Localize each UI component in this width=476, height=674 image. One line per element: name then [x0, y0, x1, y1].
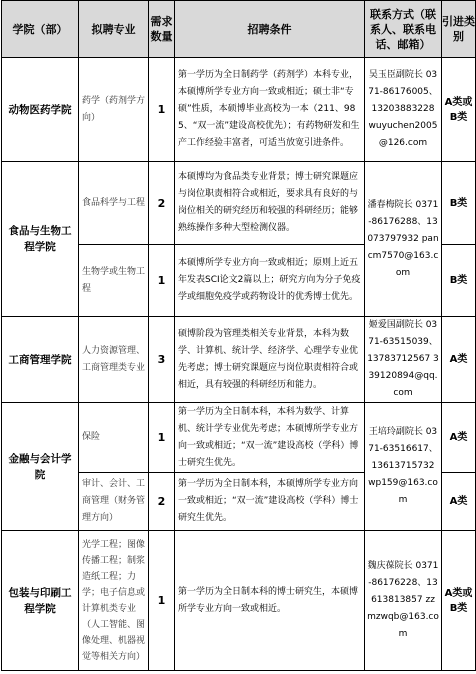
major-cell: 药学（药剂学方向） [79, 58, 149, 162]
num-cell: 3 [149, 317, 175, 403]
category-cell: A类或B类 [442, 531, 476, 671]
contact-cell: 王培玲副院长 0371-63516617、13613715732 wp159@163.com [365, 403, 442, 531]
num-cell: 2 [149, 162, 175, 245]
category-cell: A类 [442, 473, 476, 531]
major-cell: 保险 [79, 403, 149, 473]
num-cell: 1 [149, 58, 175, 162]
table-row [2, 162, 476, 245]
contact-cell: 姬爱国副院长 0371-63515039、13783712567 339120894@qq.com [365, 317, 442, 403]
condition-cell: 第一学历为全日制本科，本硕博所学专业方向一致或相近；“双一流”建设高校（学科）博士研究生优先。 [175, 473, 365, 531]
college-cell: 工商管理学院 [2, 317, 79, 403]
condition-cell: 本硕博所学专业方向一致或相近；原则上近五年发表SCI论文2篇以上；研究方向为分子免疫学或细胞免疫学或药物设计的优秀博士优先。 [175, 245, 365, 317]
major-cell: 人力资源管理、工商管理类专业 [79, 317, 149, 403]
recruitment-table [1, 0, 476, 671]
table-header-row [2, 1, 476, 58]
header-contact: 联系方式（联系人、联系电话、邮箱） [365, 1, 442, 58]
table-row [2, 58, 476, 162]
major-cell: 食品科学与工程 [79, 162, 149, 245]
num-cell: 2 [149, 473, 175, 531]
header-college: 学院（部） [2, 1, 79, 58]
num-cell: 1 [149, 531, 175, 671]
category-cell: A类或B类 [442, 58, 476, 162]
condition-cell: 硕博阶段为管理类相关专业背景，本科为数学、计算机、统计学、经济学、心理学专业优先考虑；博士研究课题应与岗位职责相符合或相近，具有较强的科研经历和能力。 [175, 317, 365, 403]
major-cell: 光学工程；图像传播工程；制浆造纸工程；力学；电子信息或计算机类专业（人工智能、图像处理、机器视觉等相关方向） [79, 531, 149, 671]
header-major: 拟聘专业 [79, 1, 149, 58]
category-cell: B类 [442, 162, 476, 245]
condition-cell: 本硕博均为食品类专业背景；博士研究课题应与岗位职责相符合或相近，要求具有良好的与岗位相关的研究经历和较强的科研经历；能够熟练操作多种大型检测仪器。 [175, 162, 365, 245]
num-cell: 1 [149, 245, 175, 317]
contact-cell: 吴玉臣副院长 0371-86176005、13203883228 wuyuchen2005@126.com [365, 58, 442, 162]
category-cell: A类 [442, 403, 476, 473]
major-cell: 生物学或生物工程 [79, 245, 149, 317]
num-cell: 1 [149, 403, 175, 473]
college-cell: 包装与印刷工程学院 [2, 531, 79, 671]
table-row [2, 317, 476, 403]
header-category: 引进类别 [442, 1, 476, 58]
header-condition: 招聘条件 [175, 1, 365, 58]
contact-cell: 魏庆葆院长 0371-86176228、13613813857 zzmzwqb@163.com [365, 531, 442, 671]
contact-cell: 潘春梅院长 0371-86176288、13073797932 pancm7570@163.com [365, 162, 442, 317]
college-cell: 金融与会计学院 [2, 403, 79, 531]
table-row [2, 531, 476, 671]
condition-cell: 第一学历为全日制本科的博士研究生，本硕博所学专业方向一致或相近。 [175, 531, 365, 671]
condition-cell: 第一学历为全日制本科，本科为数学、计算机、统计学专业优先考虑；本硕博所学专业方向一致或相近；“双一流”建设高校（学科）博士研究生优先。 [175, 403, 365, 473]
condition-cell: 第一学历为全日制药学（药剂学）本科专业，本硕博所学专业方向一致或相近；硕士非“专硕”性质，本硕博毕业高校为一本（211、985、“双一流”建设高校优先）；有药物研发和生产工作经验丰富者，可适当放宽引进条件。 [175, 58, 365, 162]
category-cell: A类 [442, 317, 476, 403]
major-cell: 审计、会计、工商管理（财务管理方向） [79, 473, 149, 531]
college-cell: 动物医药学院 [2, 58, 79, 162]
category-cell: B类 [442, 245, 476, 317]
header-num: 需求数量 [149, 1, 175, 58]
college-cell: 食品与生物工程学院 [2, 162, 79, 317]
table-row [2, 403, 476, 473]
